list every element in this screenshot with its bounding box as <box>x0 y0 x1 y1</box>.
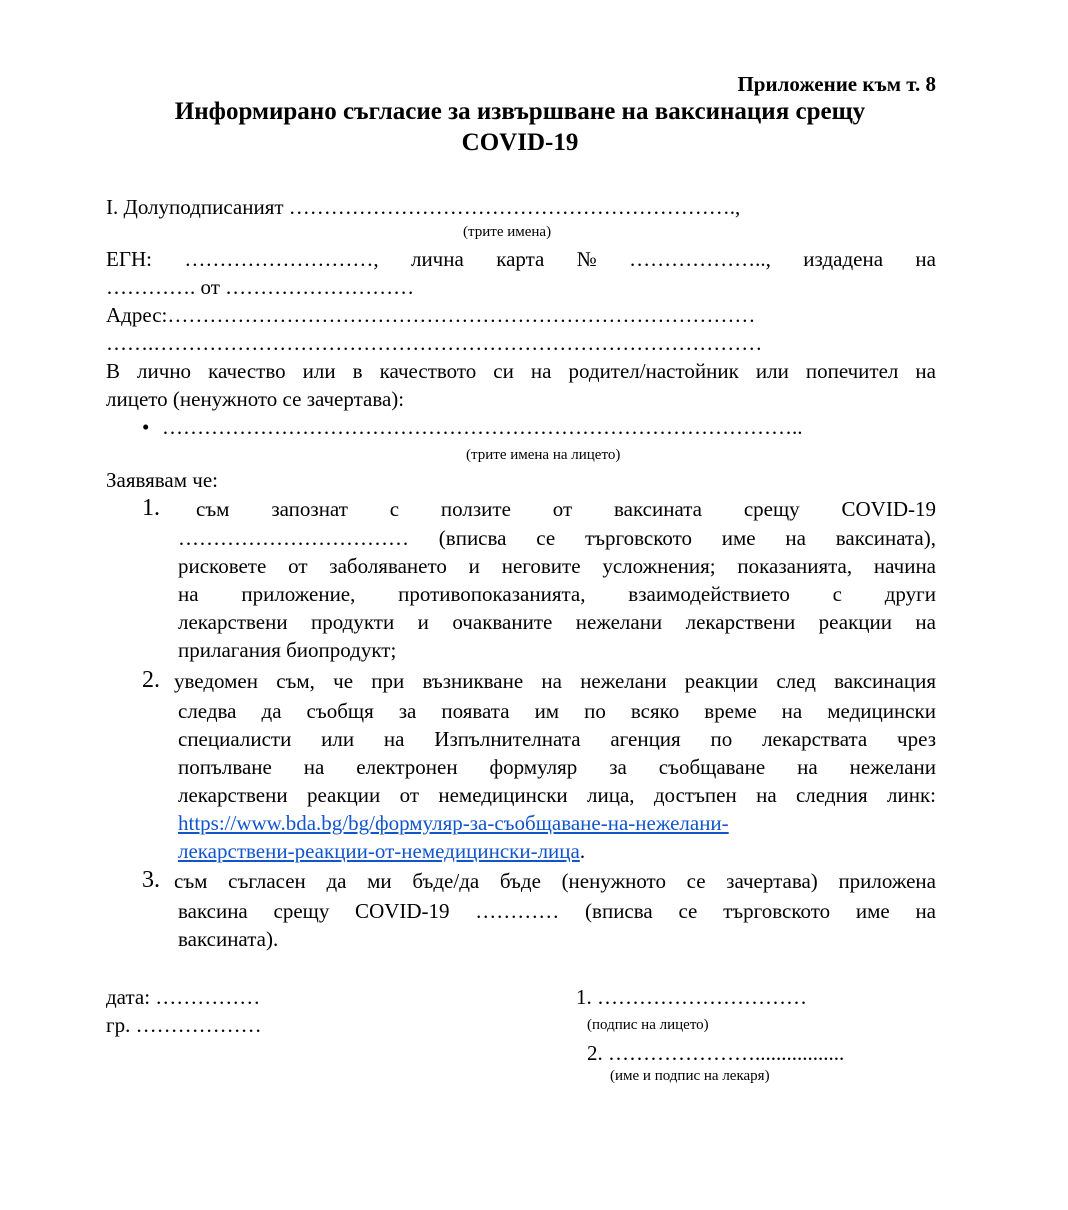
item-2-line: попълване на електронен формуляр за съобщаване на нежелани <box>178 755 936 779</box>
capacity-line: В лично качество или в качеството си на родител/настойник или попечител на <box>106 359 936 383</box>
item-number: 3. <box>142 867 160 893</box>
egn-word: на <box>915 247 936 271</box>
egn-field: ………………………, <box>184 247 379 271</box>
egn-line <box>106 245 936 273</box>
adverse-reaction-form-link[interactable]: лекарствени-реакции-от-немедицински-лица <box>178 839 580 863</box>
egn-word: карта <box>496 247 545 271</box>
item-number: 1. <box>142 495 160 521</box>
item-3-line: ваксина срещу COVID-19 ………… (вписва се търговското име на <box>178 899 936 923</box>
item-1-line: рисковете от заболяването и неговите усложнения; показанията, начина <box>178 554 936 578</box>
item-1-line: на приложение, противопоказанията, взаимодействието с други <box>178 582 936 606</box>
document-title-line1: Информирано съгласие за извършване на ваксинация срещу <box>174 98 866 125</box>
names-caption: (трите имена) <box>463 224 552 240</box>
item-3-line: съм съгласен да ми бъде/да бъде (ненужното се зачертава) приложена <box>174 869 936 893</box>
item-2-line: следва да съобщя за появата им по всяко време на медицински <box>178 699 936 723</box>
date-field: дата: …………… <box>106 985 261 1009</box>
declaration-heading: Заявявам че: <box>106 468 219 492</box>
egn-word: издадена <box>803 247 884 271</box>
document-title-line2: COVID-19 <box>461 129 579 156</box>
link-suffix: . <box>579 839 586 863</box>
egn-word: лична <box>410 247 464 271</box>
city-field: гр. ……………… <box>106 1013 262 1037</box>
item-1-line: съм запознат с ползите от ваксината срещу COVID-19 <box>196 497 936 521</box>
item-1-line: лекарствени продукти и очакваните нежелани лекарствени реакции на <box>178 610 936 634</box>
person-signature-caption: (подпис на лицето) <box>587 1017 709 1033</box>
annex-reference: Приложение към т. 8 <box>737 72 936 96</box>
person-name-line: ……………………………………………………………………………….. <box>162 415 803 439</box>
id-card-field: ……………….., <box>629 247 771 271</box>
address-continuation: …….…………………………………………………………………………… <box>106 331 763 355</box>
address-line: Адрес:………………………………………………………………………… <box>106 303 756 327</box>
item-number: 2. <box>142 667 160 693</box>
item-1-line: прилагания биопродукт; <box>178 638 397 662</box>
item-2-line: уведомен съм, че при възникване на нежелани реакции след ваксинация <box>174 669 936 693</box>
item-2-line: специалисти или на Изпълнителната агенция по лекарствата чрез <box>178 727 936 751</box>
person-signature-line: 1. ………………………… <box>576 985 807 1009</box>
egn-word: № <box>576 247 597 271</box>
issued-line: …………. от ……………………… <box>106 275 415 299</box>
capacity-line: лицето (ненужното се зачертава): <box>106 387 405 411</box>
adverse-reaction-form-link-line <box>178 809 729 837</box>
person-name-caption: (трите имена на лицето) <box>466 447 621 463</box>
item-3-line: ваксината). <box>178 927 279 951</box>
item-2-line: лекарствени реакции от немедицински лица, достъпен на следния линк: <box>178 783 936 807</box>
adverse-reaction-form-link[interactable]: https://www.bda.bg/bg/формуляр-за-съобщаване-на-нежелани- <box>178 811 729 835</box>
doctor-signature-line: 2. …………………................. <box>587 1041 845 1065</box>
bullet-icon: • <box>142 415 150 439</box>
doctor-signature-caption: (име и подпис на лекаря) <box>610 1068 770 1084</box>
item-1-line: …………………………… (вписва се търговското име на ваксината), <box>178 526 936 550</box>
signatory-line: I. Долуподписаният ………………………………………………………., <box>106 195 741 219</box>
egn-label: ЕГН: <box>106 247 152 271</box>
adverse-reaction-form-link-line <box>178 837 585 865</box>
